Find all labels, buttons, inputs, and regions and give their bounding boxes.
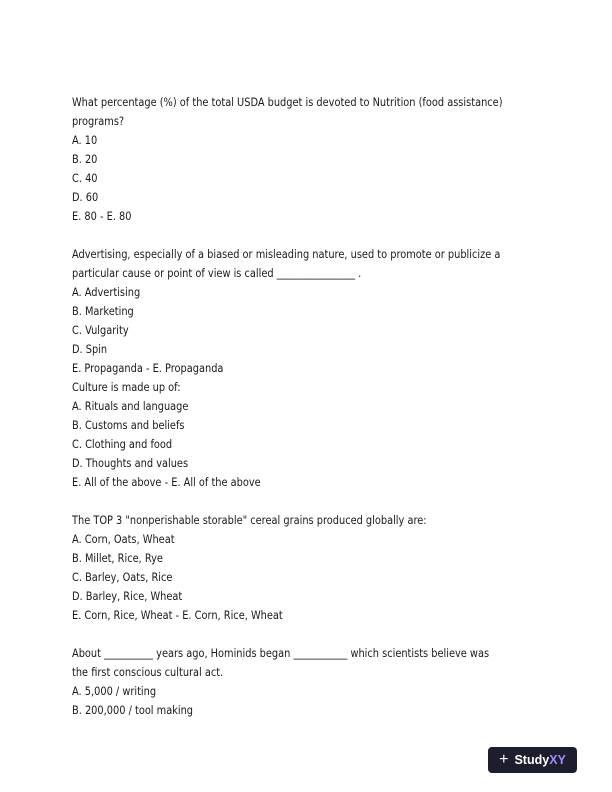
answer-option: C. 40 (72, 171, 98, 185)
answer-option: E. Corn, Rice, Wheat - E. Corn, Rice, Wheat (72, 608, 283, 622)
spacer (72, 226, 542, 245)
answer-option: A. Corn, Oats, Wheat (72, 532, 175, 546)
answer-option: B. Marketing (72, 304, 134, 318)
question-text: particular cause or point of view is called ________________ . (72, 266, 362, 280)
answer-option: B. Millet, Rice, Rye (72, 551, 163, 565)
answer-option: C. Barley, Oats, Rice (72, 570, 173, 584)
answer-option: C. Clothing and food (72, 437, 173, 451)
answer-option: C. Vulgarity (72, 323, 129, 337)
spacer (72, 625, 542, 644)
brand-main-text: Study (514, 753, 550, 767)
brand-accent-text: XY (549, 753, 566, 767)
question-text: the first conscious cultural act. (72, 665, 224, 679)
answer-option: D. Spin (72, 342, 108, 356)
answer-option: A. Advertising (72, 285, 141, 299)
answer-option: E. 80 - E. 80 (72, 209, 132, 223)
question-block (72, 644, 542, 720)
answer-option: D. Thoughts and values (72, 456, 189, 470)
answer-option: D. 60 (72, 190, 99, 204)
studyxy-logo-badge[interactable] (488, 747, 577, 773)
question-text: What percentage (%) of the total USDA budget is devoted to Nutrition (food assistance) (72, 95, 503, 109)
answer-option: B. Customs and beliefs (72, 418, 185, 432)
answer-option: A. 10 (72, 133, 98, 147)
question-block (72, 378, 542, 492)
answer-option: E. All of the above - E. All of the above (72, 475, 261, 489)
brand-name (514, 753, 565, 767)
answer-option: A. Rituals and language (72, 399, 189, 413)
answer-option: A. 5,000 / writing (72, 684, 157, 698)
plus-icon: + (499, 751, 509, 768)
answer-option: B. 200,000 / tool making (72, 703, 194, 717)
question-text: Culture is made up of: (72, 380, 181, 394)
spacer (72, 492, 542, 511)
question-block (72, 245, 542, 378)
answer-option: B. 20 (72, 152, 98, 166)
document-body (72, 93, 542, 720)
question-block (72, 93, 542, 226)
question-text: Advertising, especially of a biased or misleading nature, used to promote or publicize a (72, 247, 501, 261)
answer-option: E. Propaganda - E. Propaganda (72, 361, 224, 375)
answer-option: D. Barley, Rice, Wheat (72, 589, 183, 603)
question-text: programs? (72, 114, 125, 128)
question-text: About __________ years ago, Hominids began ___________ which scientists believe was (72, 646, 490, 660)
question-block (72, 511, 542, 625)
question-text: The TOP 3 "nonperishable storable" cereal grains produced globally are: (72, 513, 427, 527)
